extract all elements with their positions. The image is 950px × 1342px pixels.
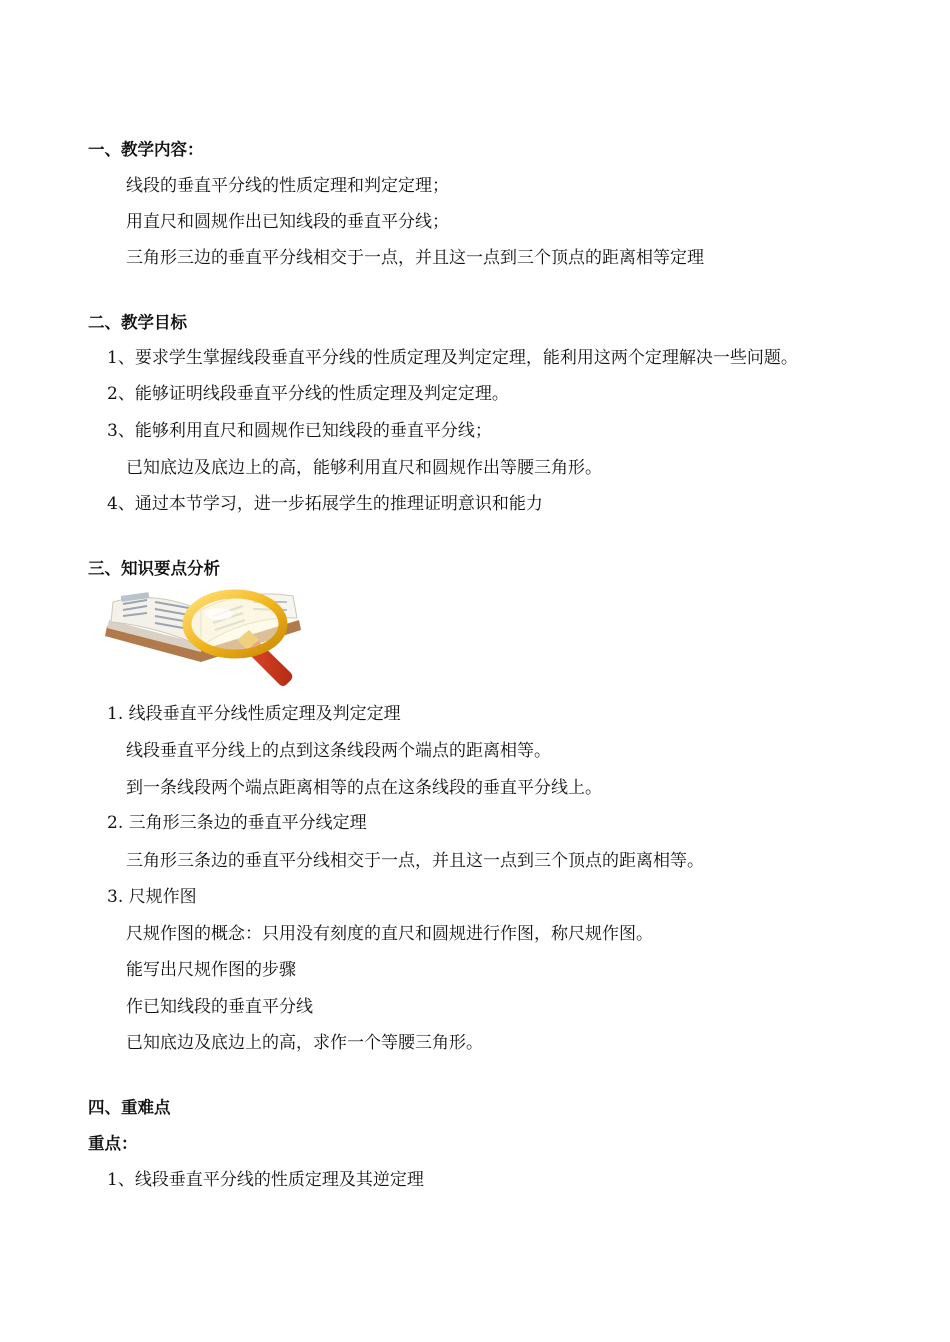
section-heading-key-difficult-points: 四、重难点 (88, 1098, 171, 1117)
knowledge-line: 能写出尺规作图的步骤 (126, 960, 296, 980)
knowledge-line: 已知底边及底边上的高，求作一个等腰三角形。 (126, 1033, 483, 1053)
section-heading-teaching-content: 一、教学内容： (88, 140, 204, 159)
knowledge-line: 线段垂直平分线上的点到这条线段两个端点的距离相等。 (126, 741, 551, 761)
knowledge-item-title: 3. 尺规作图 (107, 887, 197, 907)
goal-line: 3、能够利用直尺和圆规作已知线段的垂直平分线； (107, 421, 492, 441)
section-heading-teaching-goals: 二、教学目标 (88, 313, 187, 332)
content-line: 三角形三边的垂直平分线相交于一点，并且这一点到三个顶点的距离相等定理 (126, 248, 704, 268)
knowledge-line: 到一条线段两个端点距离相等的点在这条线段的垂直平分线上。 (126, 778, 602, 798)
book-magnifier-illustration (103, 580, 308, 692)
knowledge-line: 作已知线段的垂直平分线 (126, 997, 313, 1017)
content-line: 线段的垂直平分线的性质定理和判定定理； (126, 176, 449, 196)
key-point-line: 1、线段垂直平分线的性质定理及其逆定理 (107, 1170, 424, 1190)
subheading-key-points: 重点： (88, 1134, 138, 1153)
section-heading-knowledge-points: 三、知识要点分析 (88, 559, 220, 578)
goal-line: 1、要求学生掌握线段垂直平分线的性质定理及判定定理，能利用这两个定理解决一些问题。 (107, 348, 798, 368)
knowledge-item-title: 2. 三角形三条边的垂直平分线定理 (107, 813, 367, 833)
goal-line: 4、通过本节学习，进一步拓展学生的推理证明意识和能力 (107, 494, 543, 514)
knowledge-line: 三角形三条边的垂直平分线相交于一点，并且这一点到三个顶点的距离相等。 (126, 851, 704, 871)
goal-line: 2、能够证明线段垂直平分线的性质定理及判定定理。 (107, 384, 509, 404)
knowledge-item-title: 1. 线段垂直平分线性质定理及判定定理 (107, 704, 401, 724)
knowledge-line: 尺规作图的概念：只用没有刻度的直尺和圆规进行作图，称尺规作图。 (126, 924, 653, 944)
content-line: 用直尺和圆规作出已知线段的垂直平分线； (126, 212, 449, 232)
goal-line: 已知底边及底边上的高，能够利用直尺和圆规作出等腰三角形。 (126, 458, 602, 478)
